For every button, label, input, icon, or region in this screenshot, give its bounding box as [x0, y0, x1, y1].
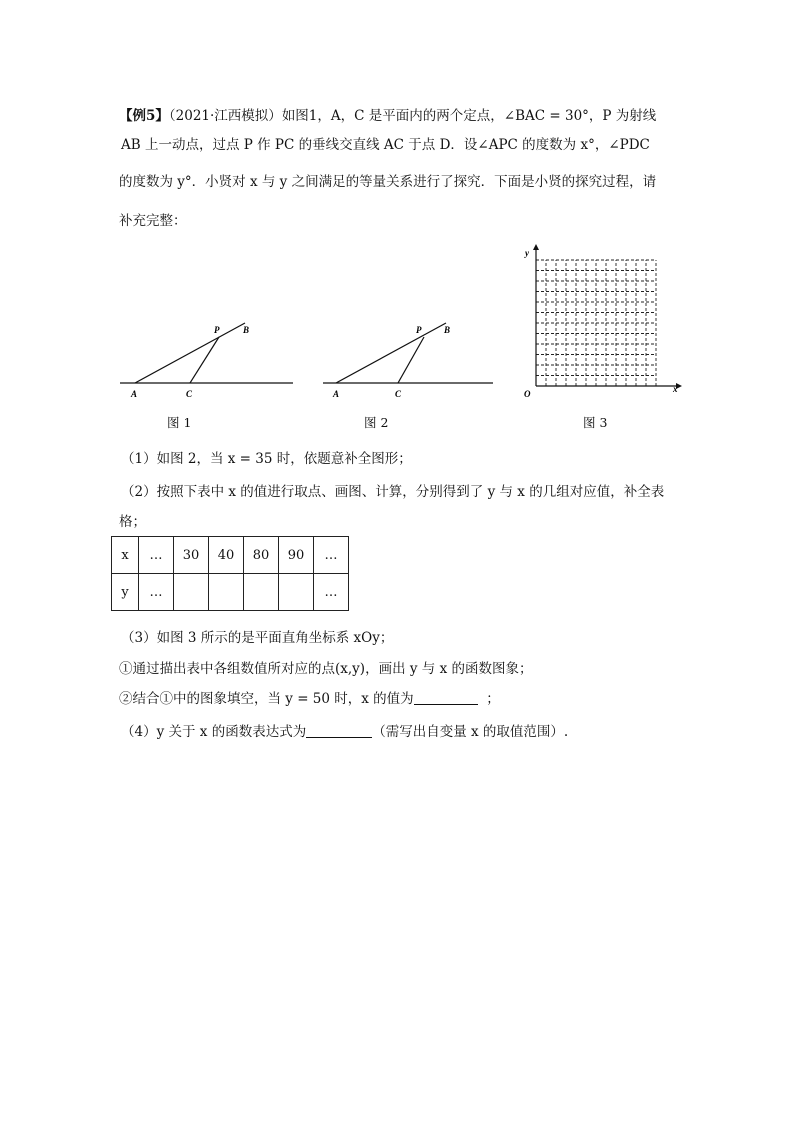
figure-2 [318, 315, 503, 405]
fig2-label-p: P [416, 325, 422, 335]
question-3: （3）如图 3 所示的是平面直角坐标系 xOy； [121, 630, 394, 646]
table-row-x [112, 537, 349, 574]
example-source: （2021·江西模拟） [168, 108, 282, 124]
table-cell-blank[interactable] [209, 574, 244, 611]
fig1-caption: 图 1 [167, 415, 192, 430]
y-axis-label: y [525, 248, 529, 258]
table-cell: 90 [279, 537, 314, 574]
fig2-label-c: C [395, 389, 402, 399]
table-cell: … [139, 537, 174, 574]
table-cell: x [112, 537, 139, 574]
table-cell: 30 [174, 537, 209, 574]
fig2-label-b: B [444, 325, 451, 335]
answer-blank-1[interactable] [414, 691, 478, 705]
question-2-line-1: （2）按照下表中 x 的值进行取点、画图、计算，分别得到了 y 与 x 的几组对应值，补全表 [121, 484, 665, 500]
value-table [111, 536, 349, 611]
q4-text: （4）y 关于 x 的函数表达式为 [121, 724, 307, 740]
table-cell-blank[interactable] [279, 574, 314, 611]
intro-line-4: 补充完整： [119, 213, 187, 229]
intro-line-2: AB 上一动点，过点 P 作 PC 的垂线交直线 AC 于点 D．设∠APC 的度数为 x°，∠PDC [121, 137, 650, 153]
grid-lines [536, 260, 656, 386]
fig1-label-p: P [214, 325, 220, 335]
question-3-part-2 [119, 687, 500, 707]
figure-3-grid [516, 240, 684, 400]
y-axis-arrow [533, 244, 539, 250]
table-row-y [112, 574, 349, 611]
fig1-label-a: A [131, 389, 138, 399]
q4-end: （需写出自变量 x 的取值范围）. [372, 724, 569, 740]
table-cell: … [314, 574, 349, 611]
fig3-caption: 图 3 [583, 415, 608, 430]
intro-line-3: 的度数为 y°．小贤对 x 与 y 之间满足的等量关系进行了探究．下面是小贤的探究过程，请 [119, 174, 657, 190]
q3-2-text: ②结合①中的图象填空，当 y = 50 时，x 的值为 [119, 691, 414, 707]
figure-1 [115, 315, 300, 405]
question-1: （1）如图 2，当 x = 35 时，依题意补全图形； [121, 451, 412, 467]
fig2-caption: 图 2 [364, 415, 389, 430]
table-cell: … [314, 537, 349, 574]
table-cell: 80 [244, 537, 279, 574]
question-2-line-2: 格； [119, 514, 146, 530]
question-3-part-1: ①通过描出表中各组数值所对应的点(x,y)，画出 y 与 x 的函数图象； [119, 661, 533, 677]
origin-label: O [524, 389, 531, 399]
table-cell: … [139, 574, 174, 611]
table-cell: 40 [209, 537, 244, 574]
table-cell: y [112, 574, 139, 611]
q3-2-end: ； [486, 691, 500, 707]
fig1-label-b: B [243, 325, 250, 335]
fig1-label-c: C [186, 389, 193, 399]
answer-blank-2[interactable] [306, 724, 372, 738]
table-cell-blank[interactable] [174, 574, 209, 611]
question-4 [121, 720, 568, 740]
example-tag: 【例5】 [119, 108, 169, 124]
fig2-label-a: A [333, 389, 340, 399]
x-axis-label: x [673, 384, 678, 394]
table-cell-blank[interactable] [244, 574, 279, 611]
intro-text-1: 如图1，A，C 是平面内的两个定点，∠BAC = 30°，P 为射线 [281, 108, 657, 124]
intro-line-1 [119, 104, 656, 124]
